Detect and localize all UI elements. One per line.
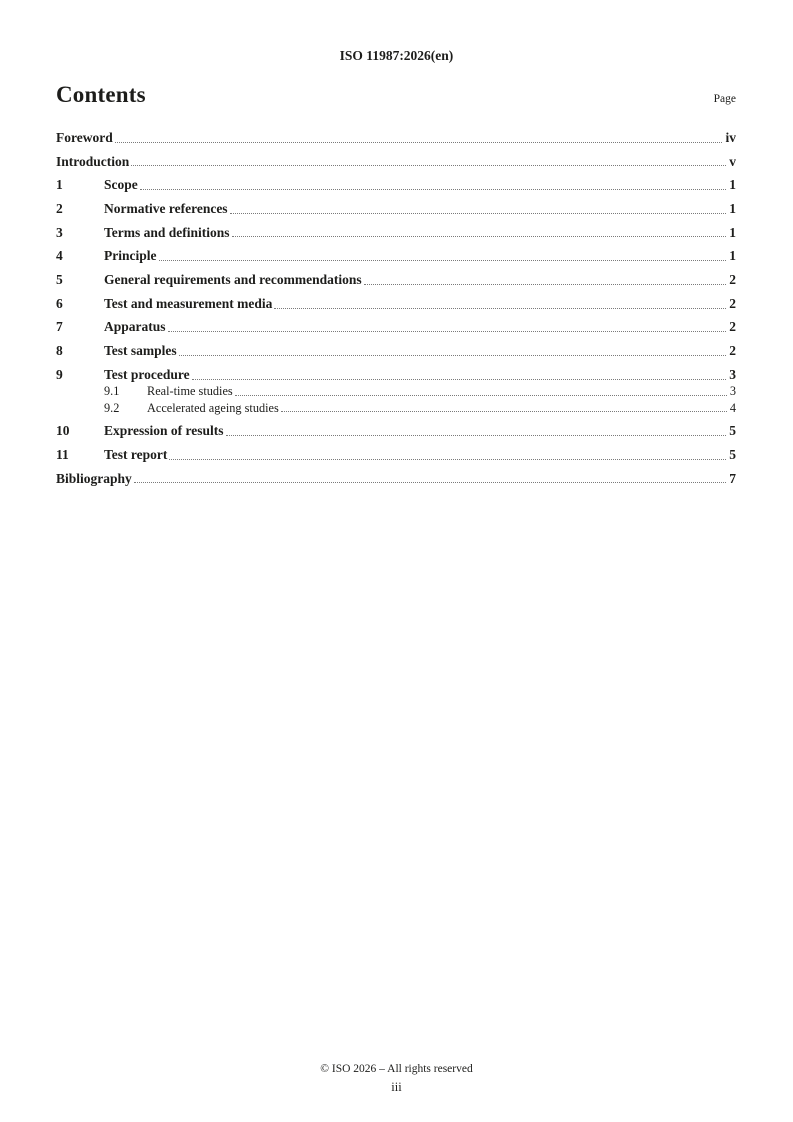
toc-entry-label: Accelerated ageing studies — [147, 400, 279, 415]
toc-entry-number: 11 — [56, 446, 69, 462]
toc-dot-leader — [230, 213, 727, 214]
toc-entry — [56, 193, 736, 217]
toc-entry-label: Apparatus — [104, 319, 166, 335]
toc-entry-page: 2 — [729, 295, 736, 311]
toc-entry — [56, 217, 736, 241]
toc-entry-number: 10 — [56, 423, 70, 439]
toc-dot-leader — [168, 331, 727, 332]
toc-entry-page: 2 — [729, 343, 736, 359]
toc-entry-label: Test samples — [104, 343, 177, 359]
toc-entry-page: 7 — [729, 470, 736, 486]
toc-entry-page: 1 — [729, 177, 736, 193]
toc-entry — [56, 288, 736, 312]
toc-entry-page: 1 — [729, 200, 736, 216]
toc-entry-label: Test procedure — [104, 366, 190, 382]
toc-entry — [56, 264, 736, 288]
toc-entry-number: 3 — [56, 224, 63, 240]
toc-entry-page: 2 — [729, 271, 736, 287]
toc-entry — [56, 240, 736, 264]
toc-entry — [56, 335, 736, 359]
toc-entry-page: 1 — [729, 224, 736, 240]
toc-entry — [56, 146, 736, 170]
toc-entry — [56, 439, 736, 463]
toc-entry — [56, 122, 736, 146]
toc-entry-page: 1 — [729, 248, 736, 264]
toc-entry-number: 5 — [56, 271, 63, 287]
toc-dot-leader — [364, 284, 727, 285]
toc-entry — [56, 463, 736, 487]
toc-dot-leader — [226, 435, 727, 436]
toc-entry-number: 1 — [56, 177, 63, 193]
toc-entry-label: Test and measurement media — [104, 295, 273, 311]
toc-dot-leader — [169, 459, 726, 460]
toc-entry — [56, 312, 736, 336]
toc-entry-number: 7 — [56, 319, 63, 335]
running-header: ISO 11987:2026(en) — [339, 48, 454, 63]
toc-entry-page: v — [729, 153, 736, 169]
toc-entry — [56, 383, 736, 399]
toc-dot-leader — [115, 142, 723, 143]
toc-dot-leader — [159, 260, 727, 261]
toc-entry-label: Terms and definitions — [104, 224, 230, 240]
toc-entry-number: 8 — [56, 343, 63, 359]
toc-dot-leader — [232, 236, 727, 237]
toc-entry-label: Test report — [104, 446, 168, 462]
toc-entry-page: iv — [725, 129, 736, 145]
toc-dot-leader — [192, 379, 727, 380]
toc-entry — [56, 169, 736, 193]
toc-entry-label: Expression of results — [104, 423, 224, 439]
toc-entry-number: 4 — [56, 248, 63, 264]
toc-dot-leader — [134, 482, 726, 483]
toc-entry-number: 2 — [56, 200, 63, 216]
toc-entry — [56, 359, 736, 383]
toc-entry-label: Scope — [104, 177, 138, 193]
toc-entry-label: Real-time studies — [147, 384, 233, 399]
toc-entry-page: 3 — [729, 384, 736, 399]
footer-copyright: © ISO 2026 – All rights reserved — [320, 1063, 473, 1075]
toc-dot-leader — [235, 395, 727, 396]
toc-entry — [56, 415, 736, 439]
toc-entry — [56, 399, 736, 415]
toc-dot-leader — [281, 411, 727, 412]
toc-dot-leader — [179, 355, 727, 356]
contents-heading: Contents — [56, 82, 146, 107]
toc-entry-page: 5 — [729, 446, 736, 462]
toc-entry-number: 6 — [56, 295, 63, 311]
toc-entry-page: 2 — [729, 319, 736, 335]
toc-entry-label: Introduction — [56, 153, 130, 169]
toc-entry-label: Bibliography — [56, 470, 132, 486]
toc-dot-leader — [140, 189, 727, 190]
page-column-label: Page — [713, 93, 736, 106]
toc-entry-page: 5 — [729, 423, 736, 439]
toc-entry-label: Principle — [104, 248, 157, 264]
contents-title-row — [56, 82, 736, 107]
toc-entry-number: 9 — [56, 366, 63, 382]
toc-dot-leader — [274, 308, 726, 309]
toc-entry-number: 9.1 — [104, 384, 120, 399]
toc-entry-label: Foreword — [56, 129, 113, 145]
toc — [56, 122, 736, 486]
toc-dot-leader — [131, 165, 726, 166]
footer-page-number: iii — [391, 1080, 402, 1094]
toc-entry-page: 4 — [729, 400, 736, 415]
toc-entry-page: 3 — [729, 366, 736, 382]
toc-entry-label: Normative references — [104, 200, 228, 216]
toc-entry-number: 9.2 — [104, 400, 120, 415]
toc-entry-label: General requirements and recommendations — [104, 271, 362, 287]
